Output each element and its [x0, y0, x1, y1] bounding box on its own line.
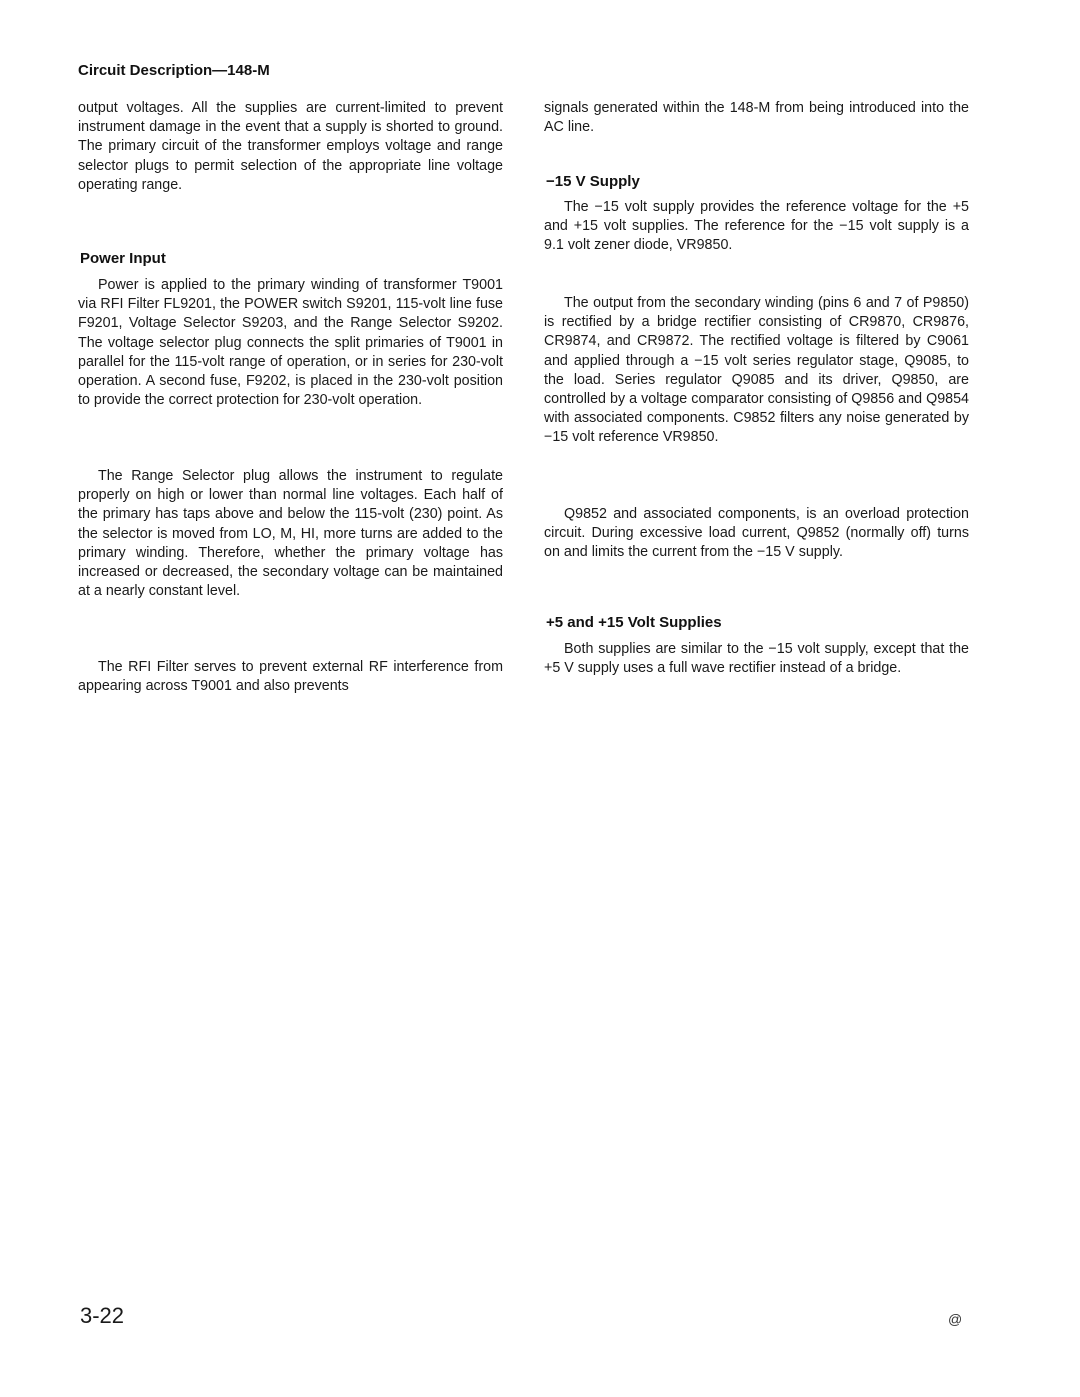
left-paragraph-1: [78, 99, 503, 195]
paragraph-text: Power is applied to the primary winding of transformer T9001 via RFI Filter FL9201, the POWER switch S9201, 115-volt line fuse F9201, Voltage Selector S9203, and the Range Selector S9202. The voltage selector plug connects the split primaries of T9001 in parallel for the 115-volt range of operation, or in series for 230-volt operation. A second fuse, F9202, is placed in the 230-volt position to provide the correct protection for 230-volt operation.: [78, 277, 503, 409]
footer-mark: @: [948, 1311, 963, 1327]
right-paragraph-2: [544, 198, 969, 256]
paragraph-text: The −15 volt supply provides the reference voltage for the +5 and +15 volt supplies. The reference for the −15 volt supply is a 9.1 volt zener diode, VR9850.: [544, 199, 969, 254]
paragraph-text: Q9852 and associated components, is an overload protection circuit. During excessive load current, Q9852 (normally off) turns on and limits the current from the −15 V supply.: [544, 506, 969, 561]
paragraph-text: The Range Selector plug allows the instrument to regulate properly on high or lower than normal line voltages. Each half of the primary has taps above and below the 115-volt (230) point. As the selector is moved from LO, M, HI, more turns are added to the primary winding. Therefore, whether the primary voltage has increased or decreased, the secondary voltage can be maintained at a nearly constant level.: [78, 468, 503, 600]
page-header-title: Circuit Description—148-M: [78, 62, 270, 79]
left-paragraph-2: [78, 276, 503, 410]
paragraph-text: Both supplies are similar to the −15 volt supply, except that the +5 V supply uses a full wave rectifier instead of a bridge.: [544, 641, 969, 677]
section-heading-plus-supplies: +5 and +15 Volt Supplies: [546, 614, 722, 631]
section-heading-power-input: Power Input: [80, 250, 166, 267]
right-paragraph-5: [544, 640, 969, 678]
left-paragraph-3: [78, 467, 503, 601]
right-paragraph-3: [544, 294, 969, 448]
paragraph-text: output voltages. All the supplies are current-limited to prevent instrument damage in the event that a supply is shorted to ground. The primary circuit of the transformer employs voltage and range selector plugs to permit selection of the appropriate line voltage operating range.: [78, 100, 503, 193]
right-paragraph-1: [544, 99, 969, 137]
section-heading-minus15: −15 V Supply: [546, 173, 640, 190]
paragraph-text: signals generated within the 148-M from being introduced into the AC line.: [544, 100, 969, 136]
paragraph-text: The RFI Filter serves to prevent external RF interference from appearing across T9001 and also prevents: [78, 659, 503, 695]
right-paragraph-4: [544, 505, 969, 563]
paragraph-text: The output from the secondary winding (pins 6 and 7 of P9850) is rectified by a bridge rectifier consisting of CR9870, CR9876, CR9874, and CR9872. The rectified voltage is filtered by C9061 and applied through a −15 volt series regulator stage, Q9085, to the load. Series regulator Q9085 and its driver, Q9850, are controlled by a voltage comparator consisting of Q9856 and Q9854 with associated components. C9852 filters any noise generated by −15 volt reference VR9850.: [544, 295, 969, 446]
left-paragraph-4: [78, 658, 503, 696]
page-number: 3-22: [80, 1303, 125, 1328]
